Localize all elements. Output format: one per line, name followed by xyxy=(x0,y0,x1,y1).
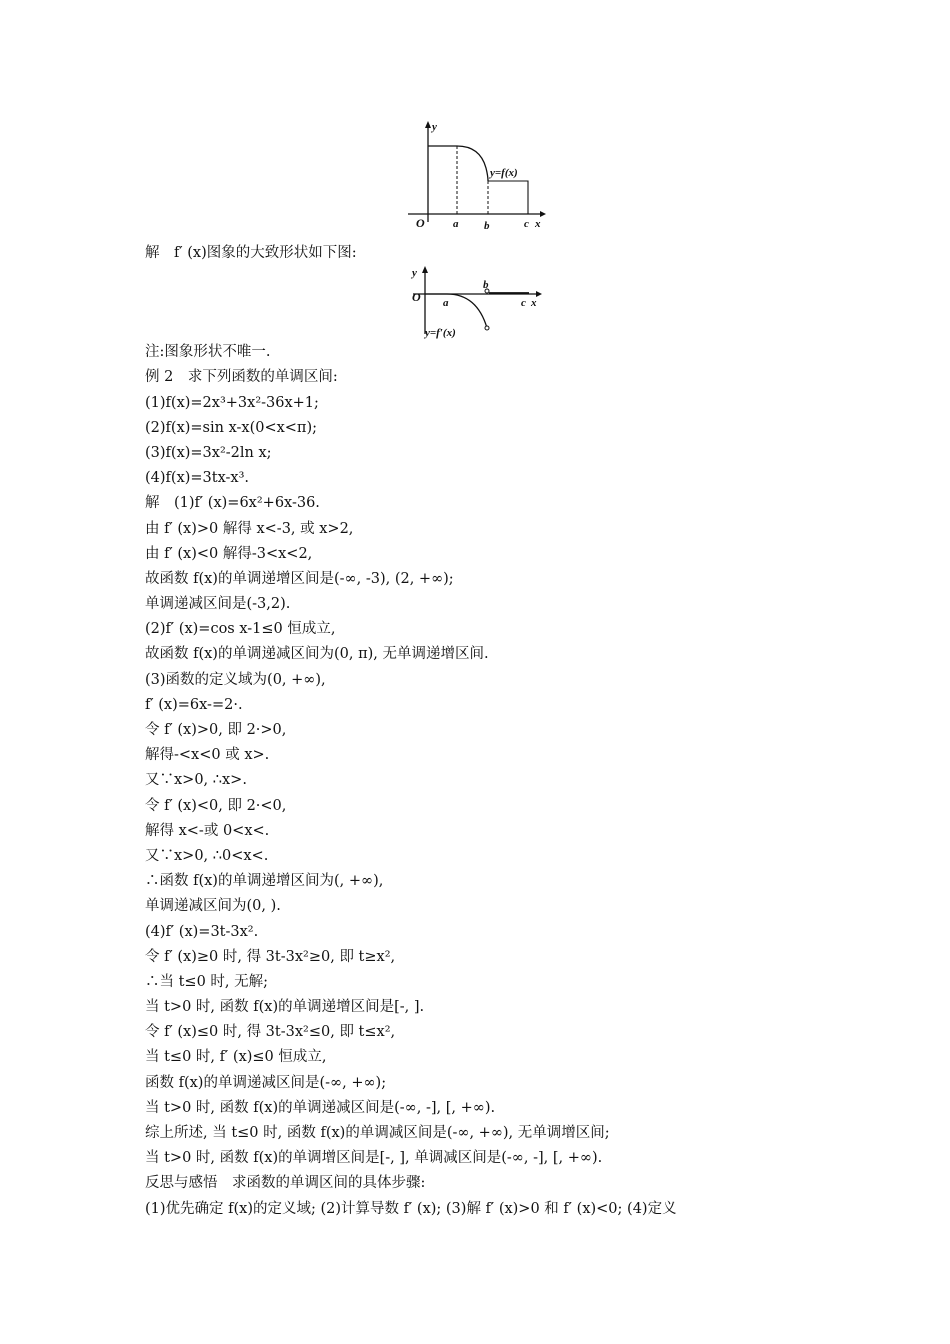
fx-graph-svg xyxy=(400,118,550,233)
x-axis-label: x xyxy=(535,218,541,230)
text-line: (2)f(x)=sin x-x(0<x<π); xyxy=(145,419,318,436)
curve-label: y=f′(x) xyxy=(425,327,456,339)
y-axis-label: y xyxy=(412,267,417,279)
fx-flat-segment xyxy=(488,181,528,214)
text-line: 单调递减区间为(0, ). xyxy=(145,898,281,915)
text-line: 当 t≤0 时, f′ (x)≤0 恒成立, xyxy=(145,1049,327,1066)
text-line: 解 (1)f′ (x)=6x²+6x-36. xyxy=(145,495,320,512)
note-line: 注:图象形状不唯一. xyxy=(145,344,271,361)
text-line: 又∵x>0, ∴0<x<. xyxy=(145,847,269,864)
text-line: (4)f′ (x)=3t-3x². xyxy=(145,923,259,940)
solution-intro-line: 解 f′ (x)图象的大致形状如下图: xyxy=(145,245,357,261)
tick-c-label: c xyxy=(521,297,526,309)
text-line: (1)f(x)=2x³+3x²-36x+1; xyxy=(145,394,319,411)
y-axis-arrow xyxy=(425,121,431,128)
text-line: (3)f(x)=3x²-2ln x; xyxy=(145,444,272,461)
text-line: 令 f′ (x)≥0 时, 得 3t-3x²≥0, 即 t≥x², xyxy=(145,948,396,965)
text-line: 当 t>0 时, 函数 f(x)的单调增区间是[-, ], 单调减区间是(-∞, -], [, +∞). xyxy=(145,1150,603,1167)
tick-c-label: c xyxy=(524,218,529,230)
text-line: 函数 f(x)的单调递减区间是(-∞, +∞); xyxy=(145,1074,387,1091)
text-line: ∴当 t≤0 时, 无解; xyxy=(145,973,269,990)
tick-a-label: a xyxy=(453,218,459,230)
text-line: (1)优先确定 f(x)的定义域; (2)计算导数 f′ (x); (3)解 f′ (x)>0 和 f′ (x)<0; (4)定义 xyxy=(145,1200,677,1217)
curve-label: y=f(x) xyxy=(490,167,518,179)
text-line: 故函数 f(x)的单调递增区间是(-∞, -3), (2, +∞); xyxy=(145,570,454,587)
text-line: 由 f′ (x)<0 解得-3<x<2, xyxy=(145,545,313,562)
text-line: 解得 x<-或 0<x<. xyxy=(145,822,270,839)
text-line: (3)函数的定义域为(0, +∞), xyxy=(145,671,326,688)
x-axis-arrow xyxy=(540,211,546,217)
text-line: (4)f(x)=3tx-x³. xyxy=(145,470,250,487)
tick-b-label: b xyxy=(484,220,490,232)
text-line: 综上所述, 当 t≤0 时, 函数 f(x)的单调减区间是(-∞, +∞), 无单调增区间; xyxy=(145,1125,610,1141)
text-line: 令 f′ (x)<0, 即 2·<0, xyxy=(145,797,287,814)
tick-b-label: b xyxy=(483,279,489,291)
x-axis-label: x xyxy=(531,297,537,309)
document-body xyxy=(145,241,825,1222)
origin-label: O xyxy=(416,216,425,230)
text-line: 令 f′ (x)≤0 时, 得 3t-3x²≤0, 即 t≤x², xyxy=(145,1024,396,1041)
example-heading: 例 2 求下列函数的单调区间: xyxy=(145,369,338,386)
y-axis-label: y xyxy=(432,121,437,133)
text-line: ∴函数 f(x)的单调递增区间为(, +∞), xyxy=(145,873,384,890)
tick-a-label: a xyxy=(443,297,449,309)
text-line: 又∵x>0, ∴x>. xyxy=(145,772,247,789)
figure-fx-graph xyxy=(400,118,550,233)
text-line: 单调递减区间是(-3,2). xyxy=(145,596,291,613)
reflection-heading: 反思与感悟 求函数的单调区间的具体步骤: xyxy=(145,1175,426,1192)
text-line: 令 f′ (x)>0, 即 2·>0, xyxy=(145,722,287,738)
origin-label: O xyxy=(412,290,421,304)
text-line: (2)f′ (x)=cos x-1≤0 恒成立, xyxy=(145,621,336,638)
text-line: 当 t>0 时, 函数 f(x)的单调递减区间是(-∞, -], [, +∞). xyxy=(145,1099,496,1116)
text-line: 解得-<x<0 或 x>. xyxy=(145,747,270,764)
text-line: 故函数 f(x)的单调递减区间为(0, π), 无单调递增区间. xyxy=(145,646,489,663)
fx-curve xyxy=(428,146,488,181)
text-line: 由 f′ (x)>0 解得 x<-3, 或 x>2, xyxy=(145,520,354,537)
text-line: f′ (x)=6x-=2·. xyxy=(145,696,243,713)
text-line: 当 t>0 时, 函数 f(x)的单调递增区间是[-, ]. xyxy=(145,999,425,1016)
